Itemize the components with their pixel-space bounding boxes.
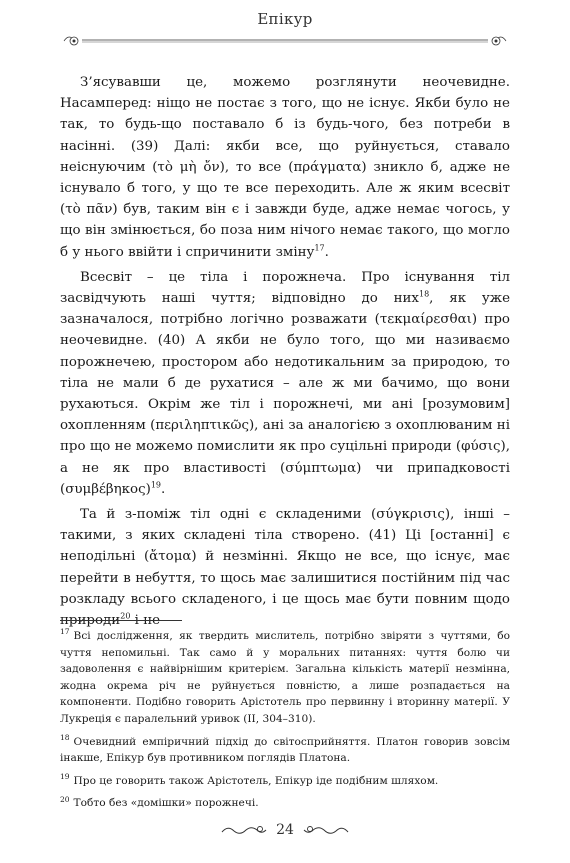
footnote: $^{20}$ Тобто без «домішки» порожнечі.: [60, 794, 259, 810]
left-ornament-icon: [220, 823, 268, 837]
page-folio: [0, 818, 570, 842]
paragraph: Та й з-поміж тіл одні є складеними (σύγκρισις), інші – такими, з яких складені тіла створено. (41) Ці [останні] є неподільні (ἄτομα) й незмінні. Якщо не все, що існує, має перейти в небуття, то щось має залишитися постійним під час розкладу всього складеного, і це щось має бути повним щодо природи$^{20}$ і не: [60, 507, 510, 629]
footnote-mark: 18: [60, 733, 70, 743]
footnotes: [60, 628, 510, 818]
running-header-title: Епікур: [257, 10, 313, 28]
main-text: [60, 72, 510, 635]
footnote-ref: 17: [314, 243, 325, 253]
right-ornament-icon: [302, 823, 350, 837]
footnote-mark: 20: [60, 794, 70, 804]
footnote-separator: [60, 620, 182, 621]
paragraph: Всесвіт – це тіла і порожнеча. Про існування тіл засвідчують наші чуття; відповідно до них$^{18}$, як уже зазначалося, потрібно логічно розважати (τεκμαίρεσθαι) про неочевидне. (40) А якби не було того, що ми називаємо порожнечею, простором або недотикальним за природою, то тіла не мали б де рухатися – але ж ми бачимо, що вони рухаються. Окрім же тіл і порожнечі, ми ані [розумовим] охопленням (περιληπτικῶς), ані за аналогією з охоплюваним ні про що не можемо помислити як про суцільні природи (φύσις), а не як про властивості (σύμπτωμα) чи припадковості $(\sigma\upsilon\mu\beta έ\beta\eta\kappa o\varsigma)^{19}$.: [60, 269, 511, 497]
paragraph: З’ясувавши це, можемо розглянути неочевидне. Насамперед: ніщо не постає з того, що не існує. Якби було не так, то будь-що поставало б із будь-чого, без потреби в насінні. (39) Далі: якби все, що руйнується, ставало неіснуючим (τὸ μὴ ὄν), то все (πράγματα) зникло б, адже не існувало б того, у що те все переходить. Але ж яким всесвіт (τὸ πᾶν) був, таким він є і завжди буде, адже немає чогось, у що він змінюється, бо поза ним нічого немає такого, що могло б у нього ввійти і спричинити зміну$^{17}$.: [60, 75, 510, 260]
footnote: $^{18}$ Очевидний емпіричний підхід до світосприйняття. Платон говорив зовсім інакше, Епікур був противником поглядів Платона.: [60, 733, 510, 765]
page-number: 24: [276, 822, 294, 838]
header-ornament-rule: [60, 32, 510, 48]
footnote: $^{17}$ Всі дослідження, як твердить мислитель, потрібно звіряти з чуттями, бо чуття непомильні. Так само й у моральних питаннях: чуття болю чи задоволення є найвірнішим критерієм. Загальна кількість матерії незмінна, жодна окрема річ не руйнується повністю, а лише розпадається на компоненти. Подібно говорить Арістотель про первинну і вторинну матерії. У Лукреція є паралельний уривок (ІІ, 304–310).: [60, 627, 510, 725]
footnote-ref: 18: [418, 289, 430, 299]
footnote-ref: 19: [150, 480, 161, 490]
footnote-ref: 20: [120, 611, 131, 621]
footnote-mark: 17: [60, 627, 70, 637]
footnote: $^{19}$ Про це говорить також Арістотель, Епікур іде подібним шляхом.: [60, 772, 439, 787]
footnote-mark: 19: [60, 772, 70, 782]
